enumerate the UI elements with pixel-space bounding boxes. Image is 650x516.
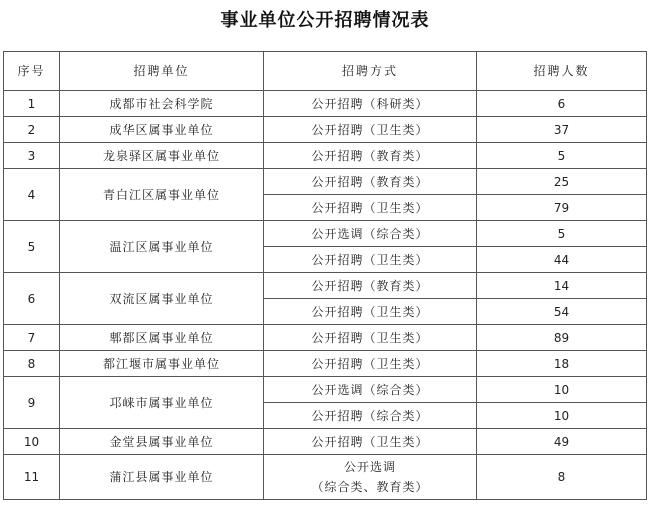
table-row [4, 117, 647, 143]
row-no: 4 [4, 169, 60, 221]
row-method: 公开选调（综合类） [264, 221, 477, 247]
table-row [4, 377, 647, 403]
row-count: 8 [477, 455, 647, 500]
header-unit: 招聘单位 [60, 52, 264, 91]
header-row [4, 52, 647, 91]
table-row [4, 273, 647, 299]
table-row [4, 351, 647, 377]
row-method: 公开招聘（教育类） [264, 143, 477, 169]
row-unit: 都江堰市属事业单位 [60, 351, 264, 377]
row-unit: 邛崃市属事业单位 [60, 377, 264, 429]
row-count: 37 [477, 117, 647, 143]
row-method: 公开招聘（卫生类） [264, 195, 477, 221]
page-title: 事业单位公开招聘情况表 [220, 10, 430, 31]
row-count: 49 [477, 429, 647, 455]
table-row [4, 221, 647, 247]
header-no: 序号 [4, 52, 60, 91]
row-no: 2 [4, 117, 60, 143]
row-unit: 金堂县属事业单位 [60, 429, 264, 455]
table-row [4, 455, 647, 500]
row-method: 公开招聘（教育类） [264, 273, 477, 299]
row-count: 79 [477, 195, 647, 221]
row-no: 8 [4, 351, 60, 377]
row-method-line: 公开选调 [343, 460, 396, 474]
row-no: 10 [4, 429, 60, 455]
row-method: 公开招聘（卫生类） [264, 325, 477, 351]
row-count: 5 [477, 221, 647, 247]
row-count: 89 [477, 325, 647, 351]
table-row [4, 91, 647, 117]
row-no: 6 [4, 273, 60, 325]
row-unit: 龙泉驿区属事业单位 [60, 143, 264, 169]
table-row [4, 325, 647, 351]
table-row [4, 143, 647, 169]
row-unit: 蒲江县属事业单位 [60, 455, 264, 500]
row-no: 1 [4, 91, 60, 117]
row-count: 10 [477, 377, 647, 403]
table-row [4, 429, 647, 455]
row-unit: 双流区属事业单位 [60, 273, 264, 325]
row-no: 3 [4, 143, 60, 169]
row-method: 公开选调（综合类） [264, 377, 477, 403]
row-unit: 成都市社会科学院 [60, 91, 264, 117]
row-count: 5 [477, 143, 647, 169]
recruitment-table [3, 51, 647, 500]
row-count: 6 [477, 91, 647, 117]
row-no: 7 [4, 325, 60, 351]
row-count: 44 [477, 247, 647, 273]
row-count: 18 [477, 351, 647, 377]
row-method: 公开招聘（卫生类） [264, 117, 477, 143]
row-count: 10 [477, 403, 647, 429]
row-count: 54 [477, 299, 647, 325]
row-method: 公开招聘（教育类） [264, 169, 477, 195]
row-unit: 青白江区属事业单位 [60, 169, 264, 221]
row-method: 公开招聘（综合类） [264, 403, 477, 429]
row-method [264, 455, 477, 500]
row-method: 公开招聘（卫生类） [264, 351, 477, 377]
row-no: 9 [4, 377, 60, 429]
header-count: 招聘人数 [477, 52, 647, 91]
row-unit: 郫都区属事业单位 [60, 325, 264, 351]
row-no: 11 [4, 455, 60, 500]
row-method: 公开招聘（卫生类） [264, 299, 477, 325]
row-count: 14 [477, 273, 647, 299]
header-method: 招聘方式 [264, 52, 477, 91]
row-method-line: （综合类、教育类） [311, 480, 429, 494]
row-count: 25 [477, 169, 647, 195]
table-row [4, 169, 647, 195]
row-method: 公开招聘（卫生类） [264, 429, 477, 455]
row-method: 公开招聘（科研类） [264, 91, 477, 117]
row-unit: 温江区属事业单位 [60, 221, 264, 273]
row-no: 5 [4, 221, 60, 273]
row-method: 公开招聘（卫生类） [264, 247, 477, 273]
row-unit: 成华区属事业单位 [60, 117, 264, 143]
